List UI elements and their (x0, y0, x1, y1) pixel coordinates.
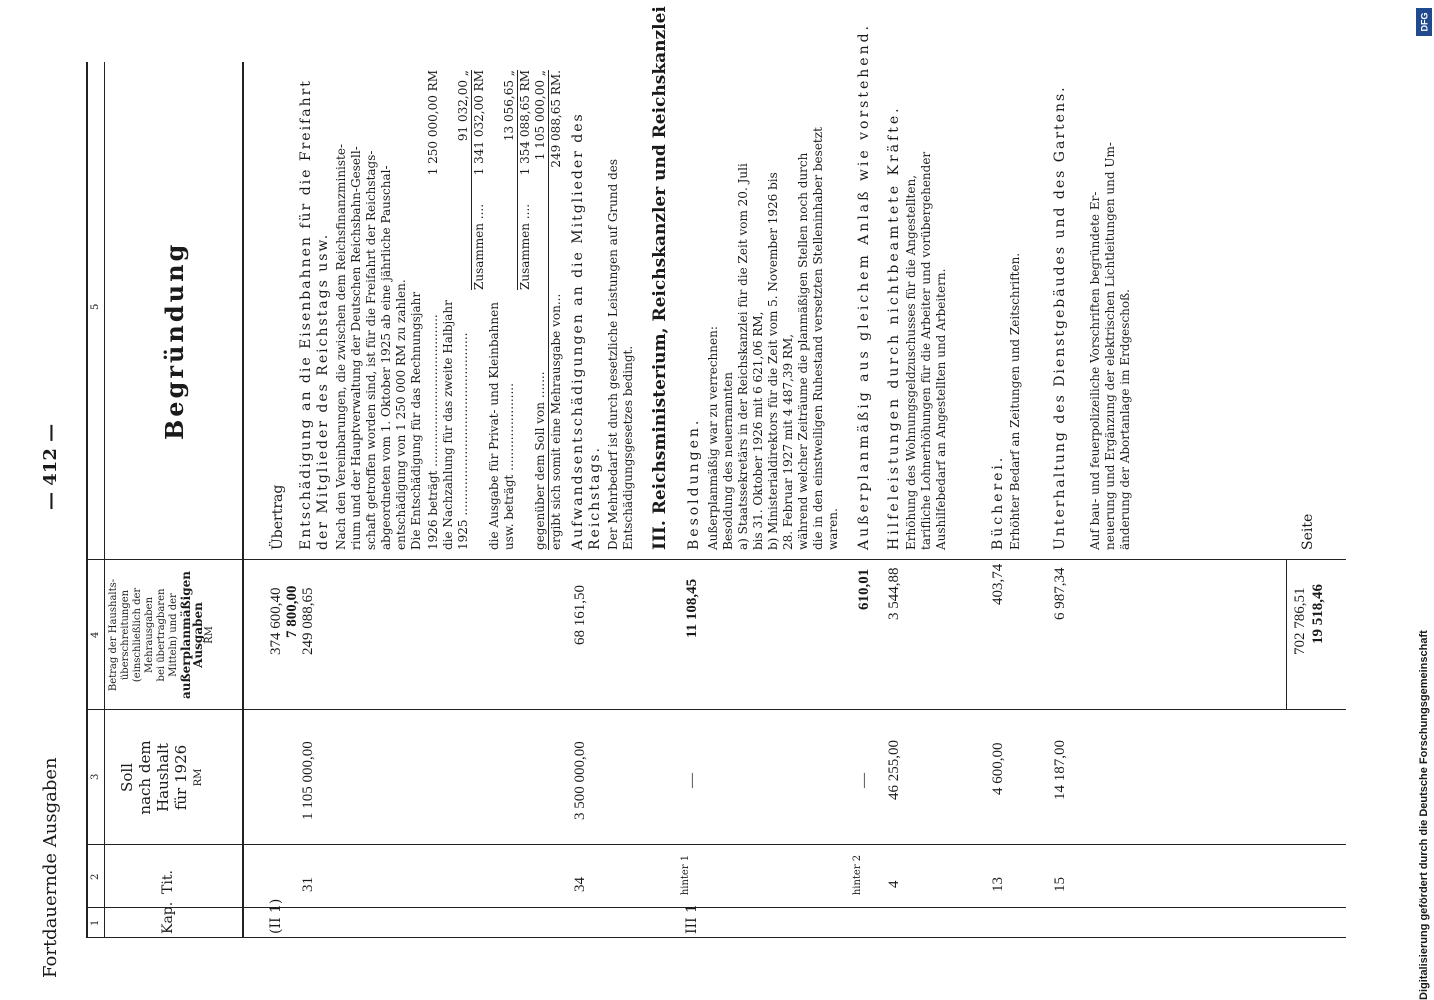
soll-cell: 3 500 000,00 (572, 741, 588, 820)
calc-value: 13 056,65 „ (502, 70, 516, 142)
calc-row (548, 70, 564, 550)
dfg-logo-text: DFG (1419, 12, 1429, 32)
header-rule (242, 62, 244, 938)
colnum-rule (104, 62, 105, 938)
header-betrag-line: überschreitungen (120, 589, 131, 681)
entry-heading: Besoldungen. (686, 417, 702, 550)
calc-row (471, 70, 487, 290)
detail-block (1088, 70, 1133, 550)
calc-row (517, 70, 533, 290)
kap-cell: (II 1) (268, 898, 284, 934)
colnum-2: 2 (90, 873, 101, 880)
tit-cell: 15 (1052, 877, 1068, 892)
calc-label: Zusammen .... (518, 203, 532, 290)
calc-label: ergibt sich somit eine Mehrausgabe von... (549, 293, 563, 550)
colnum-3: 3 (90, 773, 101, 780)
entry-heading: Aufwandsentschädigungen an die Mitglieder des Reichstags. (570, 112, 603, 550)
header-begruendung: Begründung (160, 241, 189, 440)
detail-line: rium und der Hauptverwaltung der Deutschen Reichsbahn-Gesell- (349, 146, 363, 550)
detail-line: b) Ministerialdirektors für die Zeit vom 5. November 1926 bis (766, 172, 780, 550)
calc-row (533, 70, 548, 550)
colnum-4: 4 (90, 631, 101, 638)
detail-line: Erhöhung des Wohnungsgeldzuschusses für die Angestellten, (904, 174, 918, 550)
calc-value: 1 354 088,65 RM (518, 70, 532, 176)
calc-value: 91 032,00 „ (456, 70, 470, 142)
calc-label: die Nachzahlung für das zweite Halbjahr (441, 300, 455, 550)
calc-row (487, 70, 502, 550)
soll-cell: — (684, 773, 700, 788)
header-soll-line: nach dem (136, 740, 154, 815)
calc-label: 1925 ................................................ (456, 332, 470, 550)
entry-heading: Hilfeleistungen durch nichtbeamtete Kräfte. (886, 105, 902, 550)
seite-label: Seite (1300, 513, 1316, 550)
soll-cell: 1 105 000,00 (300, 741, 316, 820)
total-cell: 702 786,51 (1292, 587, 1308, 655)
detail-line: Die Entschädigung für das Rechnungsjahr (409, 291, 423, 550)
calc-row (456, 70, 471, 550)
calc-row (502, 70, 517, 550)
header-kap: Kap. (160, 901, 176, 934)
betrag-cell: 3 544,88 (886, 567, 902, 620)
detail-line: neuerung und Ergänzung der elektrischen Lichtleitungen und Um- (1103, 142, 1117, 550)
tit-cell: 34 (572, 877, 588, 892)
tit-cell: hinter 1 (680, 854, 691, 896)
calc-row (441, 70, 456, 550)
detail-line: die in den einstweiligen Ruhestand versetzten Stelleninhaber besetzt (811, 127, 825, 550)
detail-block (706, 70, 841, 550)
calc-block (426, 70, 564, 550)
betrag-cell: 6 987,34 (1052, 567, 1068, 620)
calc-label: Zusammen .... (472, 203, 486, 290)
detail-line: Nach den Vereinbarungen, die zwischen dem Reichsfinanzministe- (334, 143, 348, 550)
tit-cell: 4 (886, 880, 902, 888)
kap-cell: III 1 (684, 904, 700, 934)
betrag-cell: 610,01 (856, 568, 872, 610)
calc-label: die Ausgabe für Privat- und Kleinbahnen (487, 302, 501, 550)
entry-heading: Entschädigung an die Eisenbahnen für die Freifahrt der Mitglieder des Reichstags usw. (298, 79, 331, 550)
detail-line: 28. Februar 1927 mit 4 487,39 RM, (781, 333, 795, 550)
detail-line: tarifliche Lohnerhöhungen für die Arbeiter und vorübergehender (919, 151, 933, 550)
betrag-cell: 374 600,40 (268, 587, 284, 655)
header-betrag-line: Mitteln) und der (168, 593, 179, 677)
col-rule-4 (86, 559, 1346, 560)
detail-block (1008, 70, 1023, 550)
detail-line: a) Staatssekretärs in der Reichskanzlei für die Zeit vom 20. Juli (736, 163, 750, 550)
table-left-rule (86, 937, 1346, 938)
header-betrag-line: (einschließlich der (132, 587, 143, 683)
header-soll-unit: RM (193, 768, 204, 787)
soll-cell: 4 600,00 (990, 742, 1006, 795)
betrag-cell: 68 161,50 (572, 585, 588, 645)
header-betrag-bold: außerplanmäßigen (179, 571, 193, 699)
tit-cell: hinter 2 (852, 854, 863, 896)
detail-block (606, 70, 636, 550)
entry-heading: Bücherei. (990, 454, 1006, 550)
totals-rule (1286, 560, 1287, 710)
detail-line: schaft getroffen worden sind, ist für die Freifahrt der Reichstags- (364, 150, 378, 550)
header-betrag (108, 564, 216, 706)
calc-label: gegenüber dem Soll von ....... (533, 371, 547, 550)
section-heading: III. Reichsministerium, Reichskanzler und Reichskanzlei (650, 6, 670, 550)
detail-line: Besoldung des neuernannten (721, 372, 735, 550)
header-soll-line: Haushalt (154, 743, 172, 812)
dfg-logo (1416, 8, 1432, 36)
detail-line: während welcher Zeiträume die planmäßigen Stellen noch durch (796, 152, 810, 550)
detail-line: Erhöhter Bedarf an Zeitungen und Zeitschriften. (1008, 252, 1022, 550)
detail-line: Außerplanmäßig war zu verrechnen: (706, 326, 720, 550)
table-top-rule (86, 62, 88, 938)
calc-value: 1 341 032,00 RM (472, 70, 486, 176)
uebertrag-label: Übertrag (270, 484, 286, 550)
calc-value: 1 250 000,00 RM (426, 70, 440, 176)
colnum-1: 1 (90, 919, 101, 926)
calc-value: 249 088,65 RM. (549, 70, 563, 168)
colnum-5: 5 (90, 303, 101, 310)
detail-line: Der Mehrbedarf ist durch gesetzliche Leistungen auf Grund des (606, 158, 620, 550)
detail-line: Entschädigungsgesetzes bedingt. (621, 345, 635, 550)
header-soll-line: Soll (118, 763, 136, 792)
betrag-cell: 403,74 (990, 563, 1006, 605)
calc-label: 1926 beträgt ........................................ (426, 314, 440, 550)
detail-line: waren. (826, 508, 840, 550)
col-rule-3 (86, 709, 1346, 710)
detail-line: Auf bau- und feuerpolizeiliche Vorschriften begründete Er- (1088, 191, 1102, 550)
detail-block (904, 70, 949, 550)
detail-line: entschädigung von 1 250 000 RM zu zahlen. (394, 279, 408, 550)
tit-cell: 31 (300, 877, 316, 892)
header-betrag-line: bei übertragbaren (156, 588, 167, 682)
soll-cell: 46 255,00 (886, 740, 902, 800)
entry-heading: Außerplanmäßig aus gleichem Anlaß wie vorstehend. (856, 23, 872, 550)
calc-label: usw. beträgt ....................... (502, 383, 516, 550)
header-soll (118, 715, 208, 840)
detail-line: bis 31. Oktober 1926 mit 6 621,06 RM, (751, 311, 765, 550)
header-betrag-bold: Ausgaben (191, 602, 205, 668)
betrag-cell: 11 108,45 (684, 578, 700, 638)
header-betrag-line: Mehrausgaben (144, 596, 155, 674)
tit-cell: 13 (990, 877, 1006, 892)
detail-line: Aushilfebedarf an Angestellten und Arbeitern. (934, 268, 948, 550)
entry-heading: Unterhaltung des Dienstgebäudes und des Gartens. (1052, 85, 1068, 550)
betrag-cell: 7 800,00 (284, 585, 300, 638)
header-tit: Tit. (160, 870, 176, 894)
detail-block (334, 70, 424, 550)
total-cell: 19 518,46 (1310, 584, 1326, 644)
detail-line: änderung der Abortanlage im Erdgeschoß. (1118, 289, 1132, 550)
col-rule-2 (86, 844, 1346, 845)
header-soll-line: für 1926 (172, 744, 190, 811)
detail-line: abgeordneten vom 1. Oktober 1925 ab eine jährliche Pauschal- (379, 165, 393, 550)
soll-cell: 14 187,00 (1052, 740, 1068, 800)
page-number: — 412 — (40, 423, 61, 510)
betrag-cell: 249 088,65 (300, 587, 316, 655)
header-betrag-unit: RM (204, 626, 215, 644)
header-betrag-line: Betrag der Haushalts- (108, 578, 119, 692)
digitization-notice: Digitalisierung gefördert durch die Deutsche Forschungsgemeinschaft (1418, 630, 1430, 1000)
calc-value: 1 105 000,00 „ (533, 70, 547, 161)
running-title: Fortdauernde Ausgaben (40, 757, 61, 978)
calc-row (426, 70, 441, 550)
soll-cell: — (856, 773, 872, 788)
